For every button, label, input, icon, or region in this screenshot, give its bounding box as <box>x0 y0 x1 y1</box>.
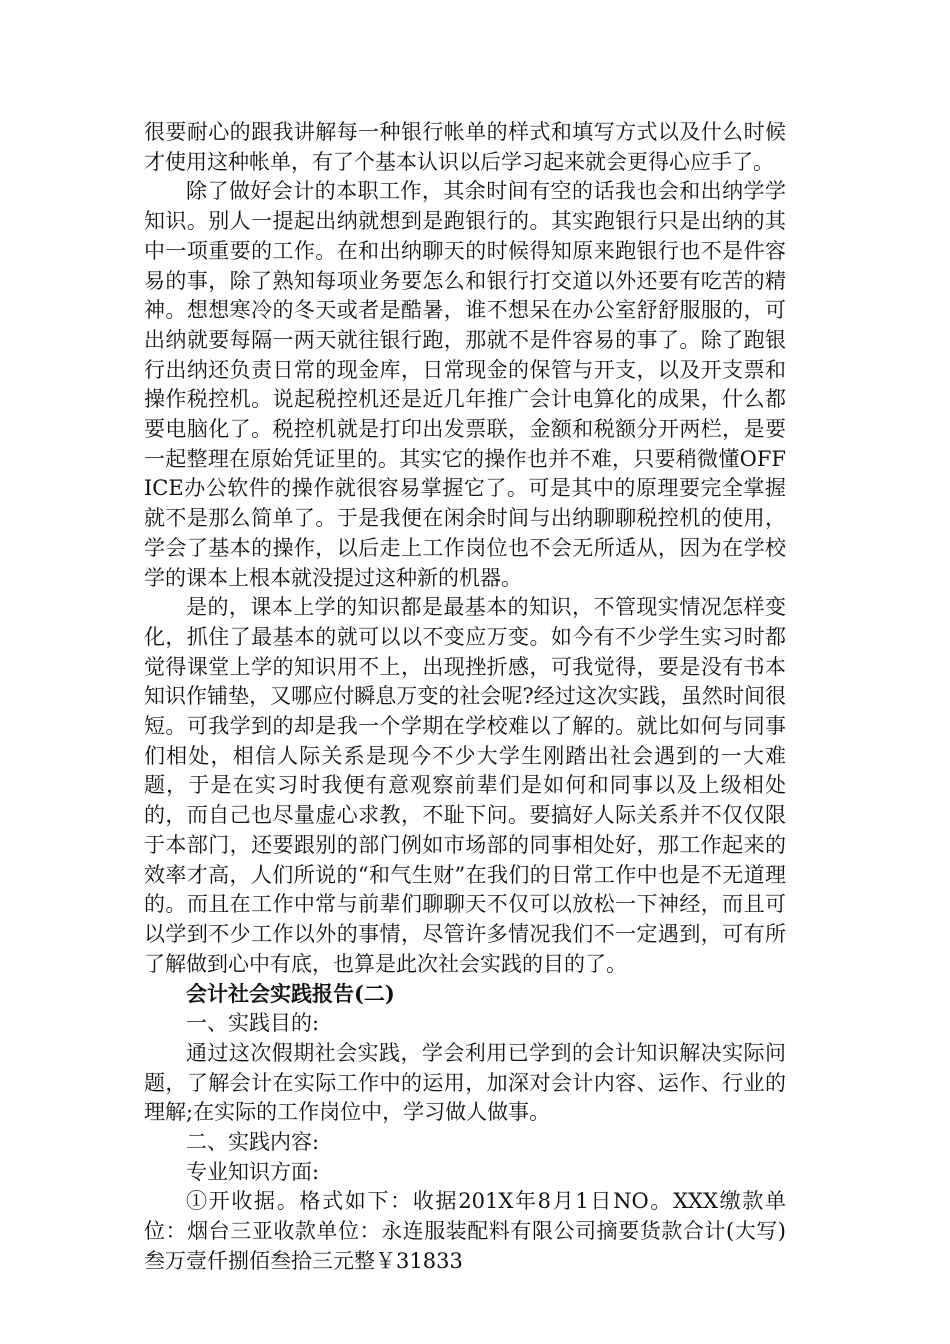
document-page <box>144 118 786 1276</box>
paragraph-bank-slips: 很要耐心的跟我讲解每一种银行帐单的样式和填写方式以及什么时候才使用这种帐单，有了个基本认识以后学习起来就会更得心应手了。 <box>144 120 786 174</box>
section1-text: 通过这次假期社会实践，学会利用已学到的会计知识解决实际问题，了解会计在实际工作中的运用，加深对会计内容、运作、行业的理解;在实际的工作岗位中，学习做人做事。 <box>144 1040 786 1125</box>
paragraph-reflection: 是的，课本上学的知识都是最基本的知识，不管现实情况怎样变化，抓住了最基本的就可以以不变应万变。如今有不少学生实习时都觉得课堂上学的知识用不上，出现挫折感，可我觉得，要是没有书本知识作铺垫，又哪应付瞬息万变的社会呢?经过这次实践，虽然时间很短。可我学到的却是我一个学期在学校难以了解的。就比如何与同事们相处，相信人际关系是现今不少大学生刚踏出社会遇到的一大难题，于是在实习时我便有意观察前辈们是如何和同事以及上级相处的，而自己也尽量虚心求教，不耻下问。要搞好人际关系并不仅仅限于本部门，还要跟别的部门例如市场部的同事相处好，那工作起来的效率才高，人们所说的“和气生财”在我们的日常工作中也是不无道理的。而且在工作中常与前辈们聊聊天不仅可以放松一下神经，而且可以学到不少工作以外的事情，尽管许多情况我们不一定遇到，可有所了解做到心中有底，也算是此次社会实践的目的了。 <box>144 595 786 976</box>
section2-heading: 二、实践内容: <box>186 1129 320 1154</box>
paragraph-cashier: 除了做好会计的本职工作，其余时间有空的话我也会和出纳学学知识。别人一提起出纳就想到是跑银行的。其实跑银行只是出纳的其中一项重要的工作。在和出纳聊天的时候得知原来跑银行也不是件容易的事，除了熟知每项业务要怎么和银行打交道以外还要有吃苦的精神。想想寒冷的冬天或者是酷暑，谁不想呆在办公室舒舒服服的，可出纳就要每隔一两天就往银行跑，那就不是件容易的事了。除了跑银行出纳还负责日常的现金库，日常现金的保管与开支，以及开支票和操作税控机。说起税控机还是近几年推广会计电算化的成果，什么都要电脑化了。税控机就是打印出发票联，金额和税额分开两栏，是要一起整理在原始凭证里的。其实它的操作也并不难，只要稍微懂OFFICE办公软件的操作就很容易掌握它了。可是其中的原理要完全掌握就不是那么简单了。于是我便在闲余时间与出纳聊聊税控机的使用，学会了基本的操作，以后走上工作岗位也不会无所适从，因为在学校学的课本上根本就没提过这种新的机器。 <box>144 179 786 590</box>
report-title: 会计社会实践报告(二) <box>186 981 395 1007</box>
subsection-heading: 专业知识方面: <box>186 1159 320 1184</box>
item1-receipt: ①开收据。格式如下：收据201X年8月1日NO。XXX缴款单位：烟台三亚收款单位：永连服装配料有限公司摘要货款合计(大写)叁万壹仟捌佰叁拾三元整￥31833 <box>144 1189 786 1273</box>
section1-heading: 一、实践目的: <box>186 1011 320 1036</box>
